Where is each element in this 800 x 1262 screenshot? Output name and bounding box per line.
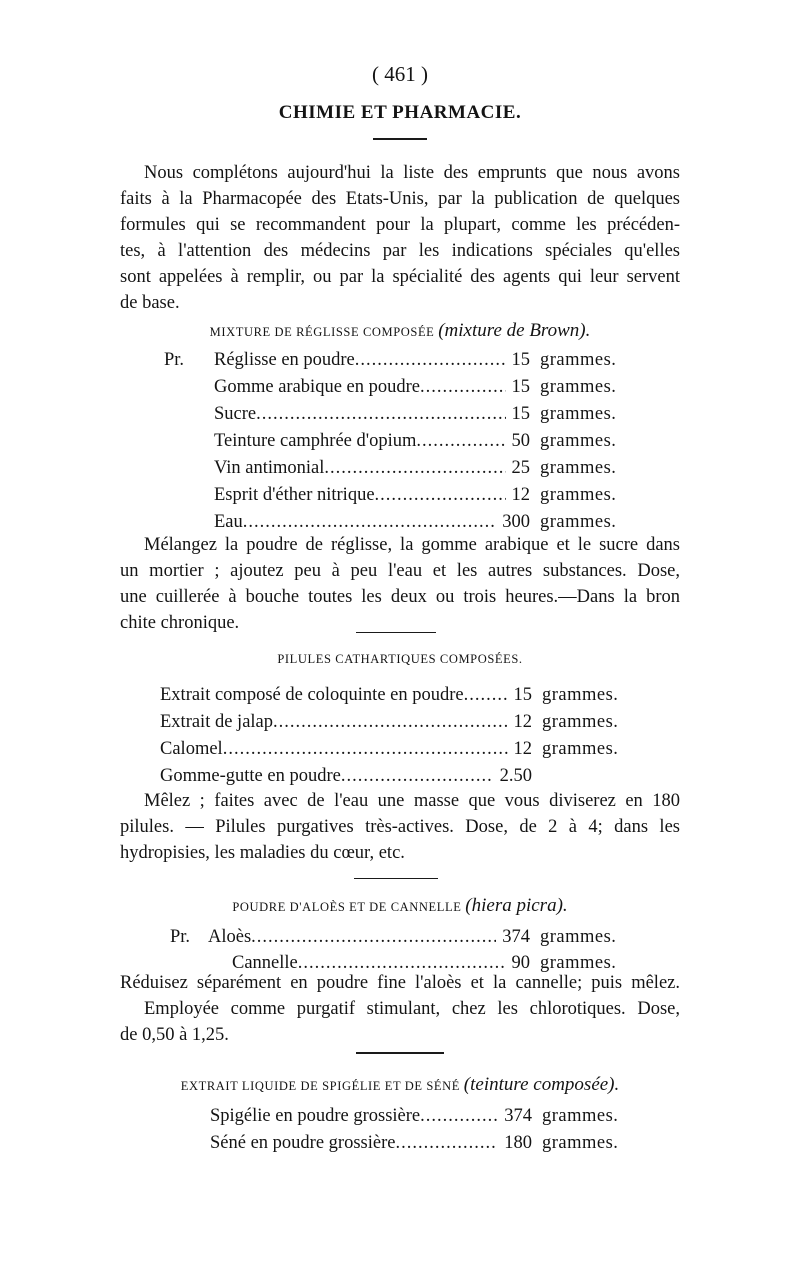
ingredient-unit: grammes. [540, 377, 617, 397]
ingredient-line [164, 347, 638, 373]
ingredient-name: Esprit d'éther nitrique [214, 485, 375, 505]
instruction-line: Employée comme purgatif stimulant, chez les chlorotiques. Dose, [144, 999, 680, 1019]
ingredient-unit: grammes. [540, 458, 617, 478]
ingredient-name: Extrait composé de coloquinte en poudre [160, 685, 464, 705]
section-title [0, 1074, 800, 1096]
ingredient-unit: grammes. [542, 712, 619, 732]
section-divider [356, 1052, 444, 1054]
ingredient-line [214, 482, 638, 508]
heading-rule [373, 138, 427, 140]
instruction-line: un mortier ; ajoutez peu à peu l'eau et les autres substances. Dose, [120, 561, 680, 581]
ingredient-unit: grammes. [540, 927, 617, 947]
ingredient-quantity: 300 [502, 512, 530, 532]
ingredient-quantity: 2.50 [499, 766, 532, 786]
instruction-paragraph [120, 788, 680, 866]
ingredient-unit: grammes. [540, 350, 617, 370]
ingredient-line [210, 1103, 640, 1129]
ingredient-line [214, 455, 638, 481]
ingredient-name: Spigélie en poudre grossière [210, 1106, 421, 1126]
prescription-prefix: Pr. [164, 350, 185, 370]
section-title-text: PILULES CATHARTIQUES COMPOSÉES. [277, 652, 523, 666]
page-heading: CHIMIE ET PHARMACIE. [278, 102, 522, 123]
instruction-line: une cuillerée à bouche toutes les deux ou trois heures.—Dans la bron [120, 587, 680, 607]
ingredient-quantity: 15 [511, 404, 530, 424]
section-title-text: EXTRAIT LIQUIDE DE SPIGÉLIE ET DE SÉNÉ [180, 1079, 460, 1093]
ingredient-unit: grammes. [540, 485, 617, 505]
ingredient-name: Réglisse en poudre [214, 350, 355, 370]
intro-line: formules qui se recommandent pour la plupart, comme les précéden- [120, 215, 680, 235]
ingredient-name: Aloès [208, 927, 252, 947]
instruction-line: Réduisez séparément en poudre fine l'aloès et la cannelle; puis mêlez. [120, 973, 680, 993]
ingredient-quantity: 374 [502, 927, 530, 947]
ingredient-quantity: 12 [511, 485, 530, 505]
instruction-line: Mêlez ; faites avec de l'eau une masse que vous diviserez en 180 [144, 791, 680, 811]
section-title-italic: (teinture composée). [463, 1074, 620, 1095]
instruction-line: de 0,50 à 1,25. [120, 1025, 229, 1045]
ingredient-unit: grammes. [542, 685, 619, 705]
ingredient-line [214, 401, 638, 427]
ingredient-quantity: 15 [511, 377, 530, 397]
instruction-line: hydropisies, les maladies du cœur, etc. [120, 843, 405, 863]
ingredient-name: Calomel [160, 739, 223, 759]
intro-paragraph [120, 160, 680, 316]
ingredient-line [170, 924, 638, 950]
ingredient-line [160, 682, 640, 708]
ingredient-quantity: 12 [513, 739, 532, 759]
ingredient-name: Cannelle [232, 953, 298, 973]
intro-line: de base. [120, 293, 180, 313]
ingredient-unit: grammes. [542, 1133, 619, 1153]
section-title [0, 895, 800, 917]
instruction-line: chite chronique. [120, 613, 240, 633]
ingredient-line [214, 374, 638, 400]
ingredient-unit: grammes. [542, 1106, 619, 1126]
ingredient-name: Eau [214, 512, 243, 532]
ingredient-unit: grammes. [540, 512, 617, 532]
ingredient-quantity: 180 [504, 1133, 532, 1153]
instruction-paragraph [120, 970, 680, 1048]
instruction-paragraph [120, 532, 680, 636]
ingredient-quantity: 90 [511, 953, 530, 973]
ingredient-quantity: 15 [511, 350, 530, 370]
ingredient-name: Séné en poudre grossière [210, 1133, 396, 1153]
ingredient-name: Sucre [214, 404, 257, 424]
section-title-italic: (hiera picra). [465, 895, 568, 916]
instruction-line: pilules. — Pilules purgatives très-actives. Dose, de 2 à 4; dans les [120, 817, 680, 837]
instruction-line: Mélangez la poudre de réglisse, la gomme arabique et le sucre dans [144, 535, 680, 555]
ingredient-quantity: 50 [511, 431, 530, 451]
section-title-italic: (mixture de Brown). [438, 320, 591, 341]
intro-line: tes, à l'attention des médecins par les indications spéciales qu'elles [120, 241, 680, 261]
ingredient-quantity: 25 [511, 458, 530, 478]
ingredient-unit: grammes. [540, 404, 617, 424]
prescription-prefix: Pr. [170, 927, 191, 947]
ingredient-unit: grammes. [542, 739, 619, 759]
intro-line: sont appelées à remplir, ou par la spécialité des agents qui leur servent [120, 267, 680, 287]
ingredient-line [160, 763, 640, 789]
section-title [0, 652, 800, 668]
ingredient-line [210, 1130, 640, 1156]
section-divider [356, 632, 436, 633]
ingredient-name: Gomme-gutte en poudre [160, 766, 341, 786]
section-title-text: MIXTURE DE RÉGLISSE COMPOSÉE [209, 325, 435, 339]
ingredient-quantity: 374 [504, 1106, 532, 1126]
section-title-text: POUDRE D'ALOÈS ET DE CANNELLE [232, 900, 462, 914]
ingredient-unit: grammes. [540, 431, 617, 451]
intro-line: faits à la Pharmacopée des Etats-Unis, par la publication de quelques [120, 189, 680, 209]
ingredient-name: Extrait de jalap [160, 712, 274, 732]
ingredient-line [214, 428, 638, 454]
page-number: ( 461 ) [372, 62, 428, 86]
ingredient-name: Teinture camphrée d'opium [214, 431, 417, 451]
ingredient-quantity: 12 [513, 712, 532, 732]
ingredient-quantity: 15 [513, 685, 532, 705]
intro-line: Nous complétons aujourd'hui la liste des emprunts que nous avons [144, 163, 680, 183]
ingredient-line [160, 709, 640, 735]
ingredient-line [160, 736, 640, 762]
ingredient-name: Vin antimonial [214, 458, 325, 478]
section-divider [354, 878, 438, 879]
ingredient-unit [532, 763, 640, 789]
ingredient-name: Gomme arabique en poudre [214, 377, 420, 397]
section-title [0, 320, 800, 342]
ingredient-unit: grammes. [540, 953, 617, 973]
